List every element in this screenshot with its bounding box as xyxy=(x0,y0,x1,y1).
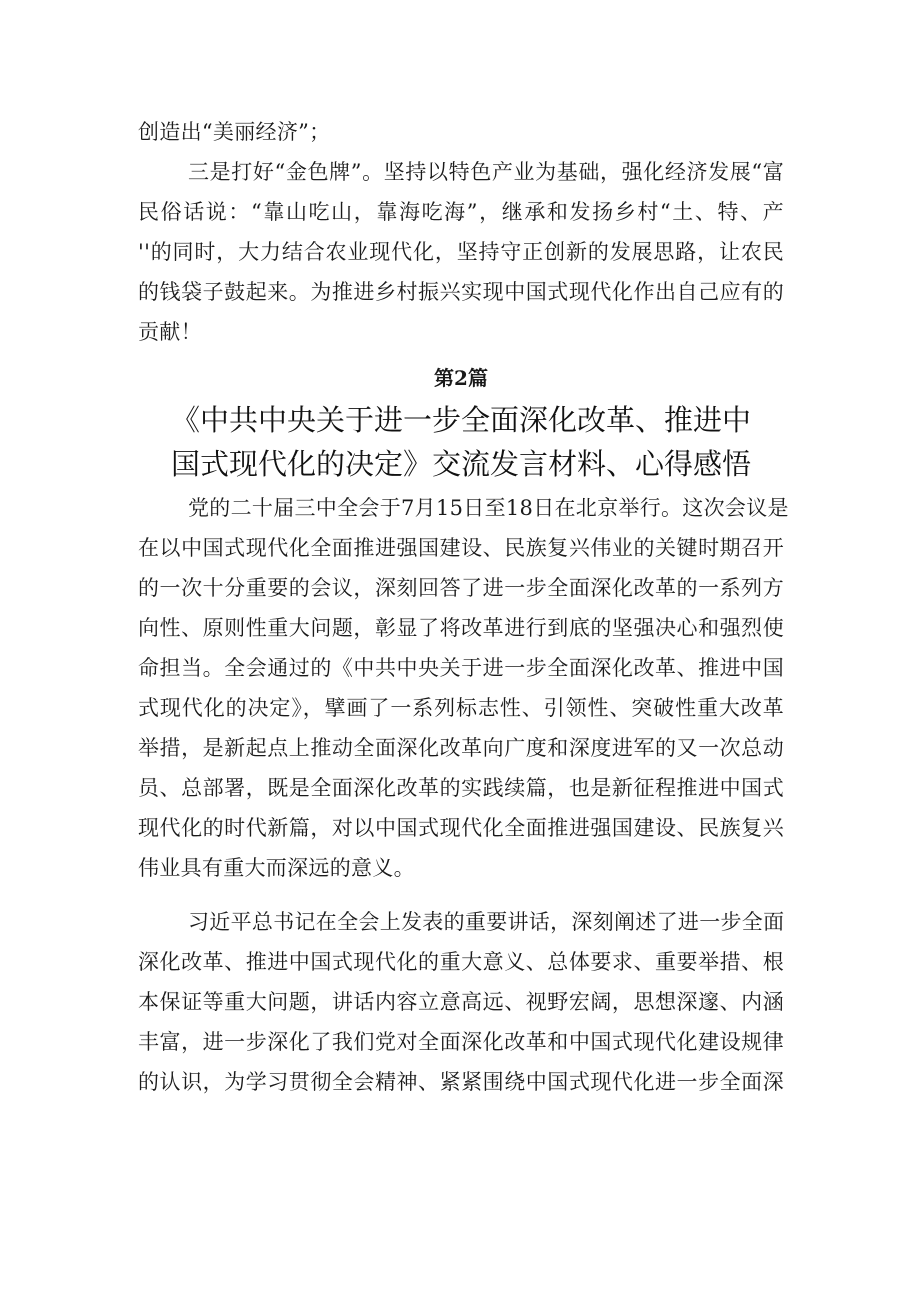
text-line: 党的二十届三中全会于7月15日至18日在北京举行。这次会议是 xyxy=(188,496,789,520)
text-line: 创造出“美丽经济”； xyxy=(138,120,331,144)
title-line: 《中共中央关于进一步全面深化改革、推进中 xyxy=(170,403,751,437)
title-line: 国式现代化的决定》交流发言材料、心得感悟 xyxy=(170,447,751,481)
text-line: 三是打好“金色牌”。坚持以特色产业为基础，强化经济发展“富 xyxy=(188,160,784,184)
text-line: 向性、原则性重大问题，彰显了将改革进行到底的坚强决心和强烈使 xyxy=(138,616,784,640)
text-line: 的钱袋子鼓起来。为推进乡村振兴实现中国式现代化作出自己应有的 xyxy=(138,280,784,304)
text-line: 现代化的时代新篇，对以中国式现代化全面推进强国建设、民族复兴 xyxy=(138,816,784,840)
section-label: 第2篇 xyxy=(434,366,488,390)
text-line: ''的同时，大力结合农业现代化，坚持守正创新的发展思路，让农民 xyxy=(138,240,784,264)
text-line: 举措，是新起点上推动全面深化改革向广度和深度进军的又一次总动 xyxy=(138,736,784,760)
intro-continuation xyxy=(138,112,784,152)
text-line: 丰富，进一步深化了我们党对全面深化改革和中国式现代化建设规律 xyxy=(138,1030,784,1054)
point-three-paragraph xyxy=(138,152,784,352)
text-line: 伟业具有重大而深远的意义。 xyxy=(138,856,415,880)
text-line: 贡献！ xyxy=(138,320,202,344)
text-line: 员、总部署，既是全面深化改革的实践续篇，也是新征程推进中国式 xyxy=(138,776,784,800)
text-line: 民俗话说：“靠山吃山，靠海吃海”，继承和发扬乡村“土、特、产 xyxy=(138,200,784,224)
text-line: 式现代化的决定》，擘画了一系列标志性、引领性、突破性重大改革 xyxy=(138,696,784,720)
text-line: 在以中国式现代化全面推进强国建设、民族复兴伟业的关键时期召开 xyxy=(138,536,784,560)
body-paragraph-2 xyxy=(138,902,784,1102)
body-paragraph-1 xyxy=(138,488,789,888)
text-line: 习近平总书记在全会上发表的重要讲话，深刻阐述了进一步全面 xyxy=(188,910,785,934)
document-page xyxy=(138,112,789,1102)
text-line: 本保证等重大问题，讲话内容立意高远、视野宏阔，思想深邃、内涵 xyxy=(138,990,784,1014)
section-title xyxy=(138,400,784,484)
text-line: 命担当。全会通过的《中共中央关于进一步全面深化改革、推进中国 xyxy=(138,656,784,680)
text-line: 的一次十分重要的会议，深刻回答了进一步全面深化改革的一系列方 xyxy=(138,576,784,600)
text-line: 深化改革、推进中国式现代化的重大意义、总体要求、重要举措、根 xyxy=(138,950,784,974)
paragraph-gap xyxy=(138,888,784,902)
text-line: 的认识，为学习贯彻全会精神、紧紧围绕中国式现代化进一步全面深 xyxy=(138,1070,784,1094)
